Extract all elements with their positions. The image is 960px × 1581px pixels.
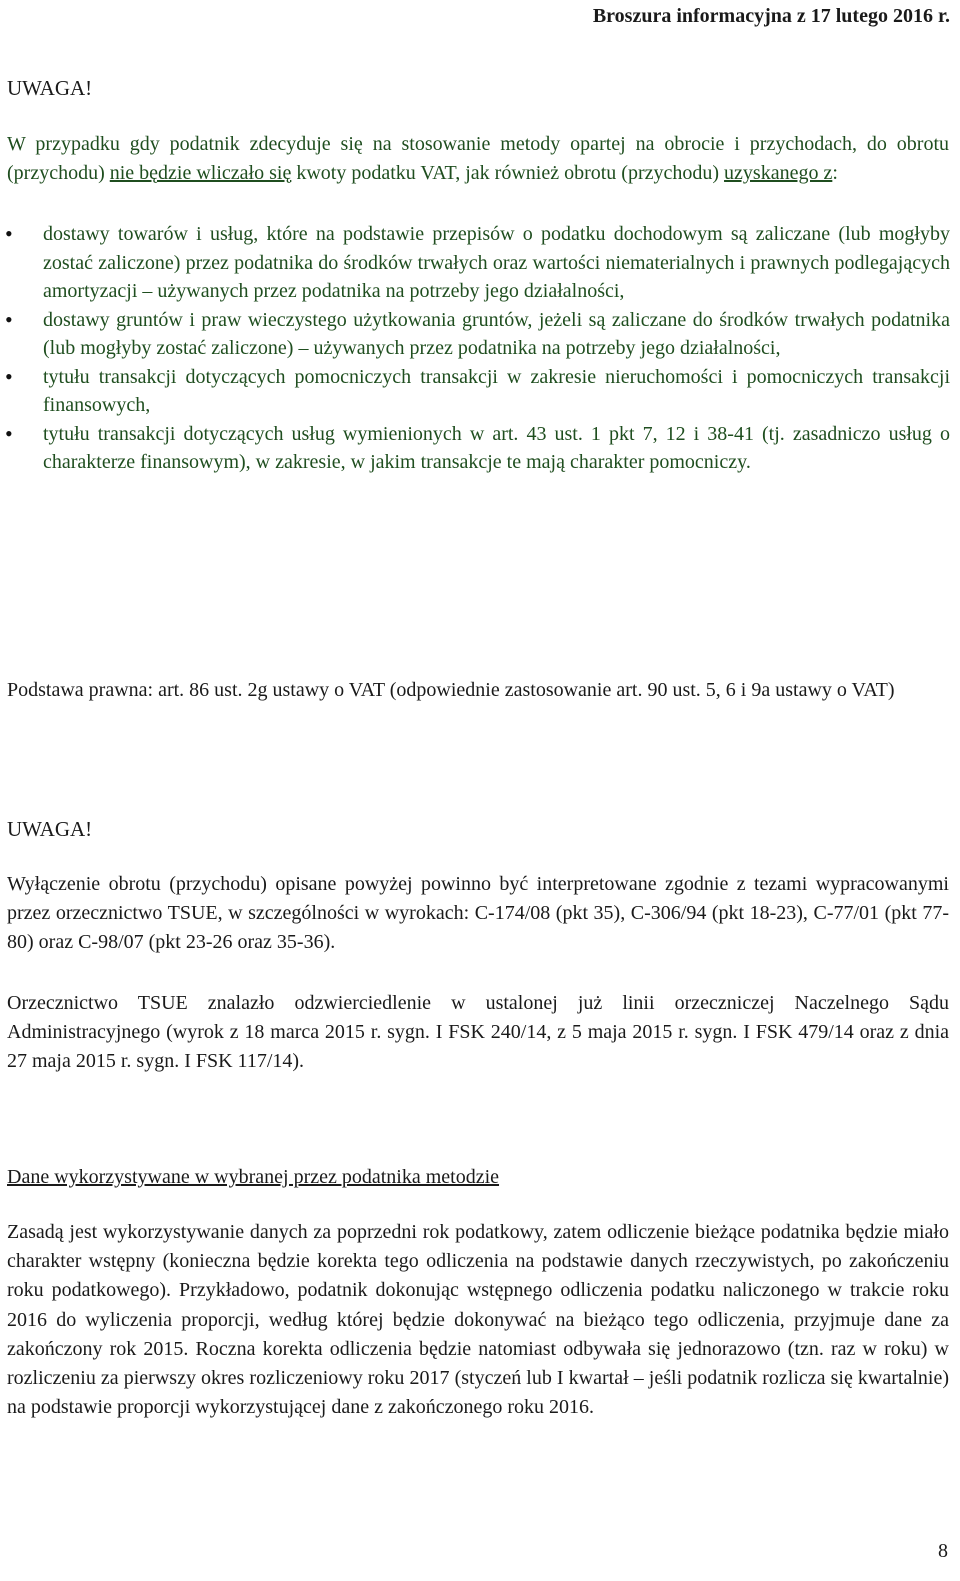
list-item: • tytułu transakcji dotyczących usług wymienionych w art. 43 ust. 1 pkt 7, 12 i 38-41 (tj. zasadniczo usług o charakterze finansowym), w zakresie, w jakim transakcje te mają charakter pomocniczy. bbox=[0, 420, 950, 477]
intro-text-2: kwoty podatku VAT, jak również obrotu (przychodu) bbox=[291, 162, 725, 184]
section-heading: Dane wykorzystywane w wybranej przez podatnika metodzie bbox=[7, 1166, 500, 1188]
intro-text-1: W przypadku gdy podatnik zdecyduje się na stosowanie metody opartej na obrocie i przychodach, do obrotu (przychodu) bbox=[7, 133, 949, 184]
intro-underlined-2: uzyskanego z bbox=[724, 162, 833, 184]
tsue-paragraph: Wyłączenie obrotu (przychodu) opisane powyżej powinno być interpretowane zgodnie z tezami wypracowanymi przez orzecznictwo TSUE, w szczególności w wyrokach: C-174/08 (pkt 35), C-306/94 (pkt 18-23), C-77/01 (pkt 77-80) oraz C-98/07 (pkt 23-26 oraz 35-36). bbox=[7, 873, 949, 953]
intro-paragraph bbox=[7, 130, 949, 188]
nsa-paragraph: Orzecznictwo TSUE znalazło odzwierciedlenie w ustalonej już linii orzeczniczej Naczelnego Sądu Administracyjnego (wyrok z 18 marca 2015 r. sygn. I FSK 240/14, z 5 maja 2015 r. sygn. I FSK 479/14 oraz z dnia 27 maja 2015 r. sygn. I FSK 117/14). bbox=[7, 992, 949, 1072]
intro-text-3: : bbox=[832, 162, 838, 184]
warning-label-1: UWAGA! bbox=[7, 76, 93, 100]
warning-label-2: UWAGA! bbox=[7, 817, 93, 841]
intro-underlined-1: nie będzie wliczało się bbox=[109, 162, 292, 184]
list-item: • dostawy towarów i usług, które na podstawie przepisów o podatku dochodowym są zaliczane (lub mogłyby zostać zaliczone) przez podatnika do środków trwałych oraz wartości niematerialnych i prawnych podlegających amortyzacji – używanych przez podatnika na potrzeby jego działalności, bbox=[0, 220, 950, 306]
data-method-paragraph: Zasadą jest wykorzystywanie danych za poprzedni rok podatkowy, zatem odliczenie bieżące podatnika będzie miało charakter wstępny (konieczna będzie korekta tego odliczenia na podstawie danych rzeczywistych, po zakończeniu roku podatkowego). Przykładowo, podatnik dokonując wstępnego odliczenia podatku naliczonego w trakcie roku 2016 do wyliczenia proporcji, według której będzie dokonywać na bieżąco tego odliczenia, przyjmuje dane za zakończony rok 2015. Roczna korekta odliczenia będzie natomiast odbywała się jednorazowo (tzn. raz w roku) w rozliczeniu za pierwszy okres rozliczeniowy roku 2017 (styczeń lub I kwartał – jeśli podatnik rozlicza się kwartalnie) na podstawie proporcji wykorzystującej dane z zakończonego roku 2016. bbox=[7, 1221, 949, 1419]
page-number: 8 bbox=[938, 1540, 948, 1562]
list-item: • tytułu transakcji dotyczących pomocniczych transakcji w zakresie nieruchomości i pomocniczych transakcji finansowych, bbox=[0, 363, 950, 420]
legal-basis: Podstawa prawna: art. 86 ust. 2g ustawy o VAT (odpowiednie zastosowanie art. 90 ust. 5, 6 i 9a ustawy o VAT) bbox=[7, 679, 895, 701]
exclusion-list bbox=[0, 220, 950, 477]
list-item: • dostawy gruntów i praw wieczystego użytkowania gruntów, jeżeli są zaliczane do środków trwałych podatnika (lub mogłyby zostać zaliczone) – używanych przez podatnika na potrzeby jego działalności, bbox=[0, 306, 950, 363]
document-header: Broszura informacyjna z 17 lutego 2016 r. bbox=[592, 5, 950, 27]
